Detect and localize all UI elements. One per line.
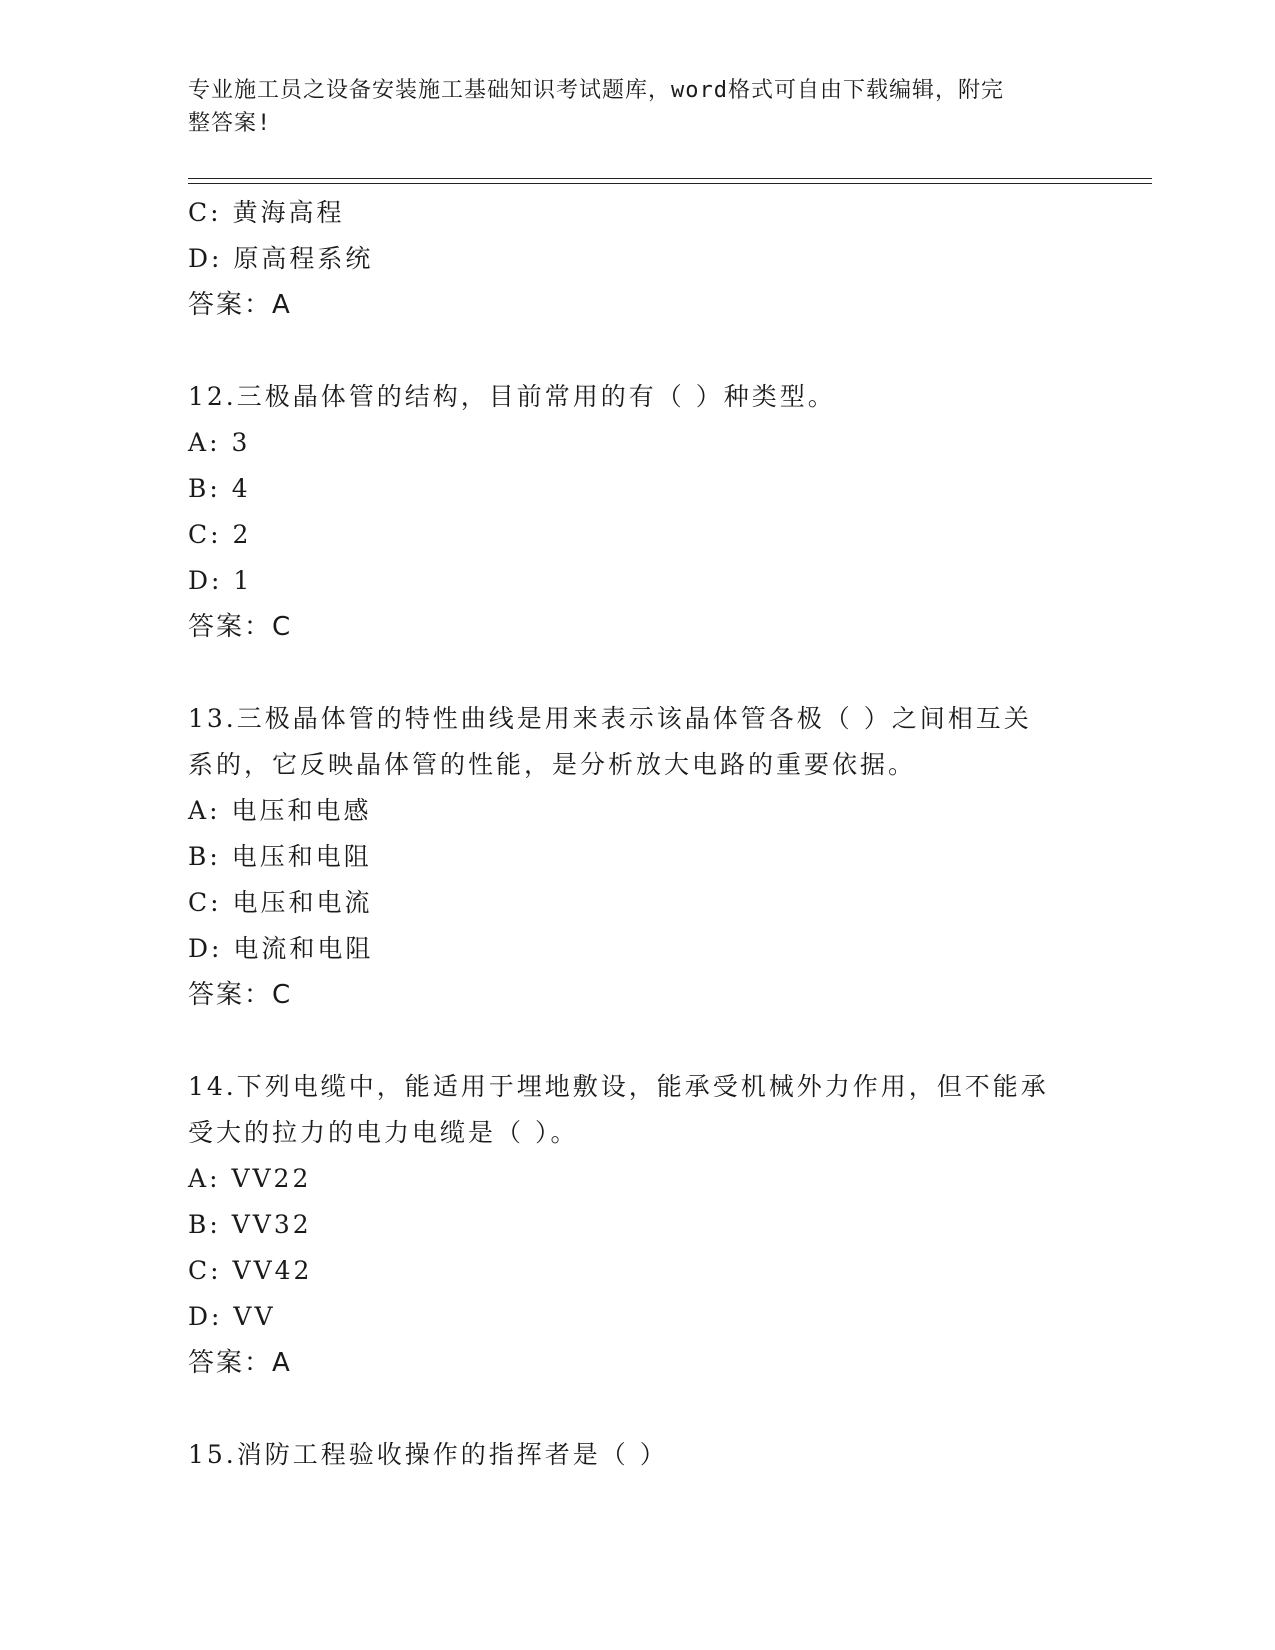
header-rule-bottom [188, 183, 1152, 184]
question-12-text: 12.三极晶体管的结构，目前常用的有（ ）种类型。 [188, 382, 836, 411]
option-d: D: 原高程系统 [188, 244, 374, 273]
question-15-text: 15.消防工程验收操作的指挥者是（ ） [188, 1440, 668, 1469]
option-a: A: 3 [188, 428, 251, 457]
header-line-2: 整答案! [188, 111, 272, 136]
option-c: C: 黄海高程 [188, 198, 345, 227]
answer-line: 答案：A [188, 290, 292, 320]
document-header [188, 74, 1088, 140]
header-line-1: 专业施工员之设备安装施工基础知识考试题库，word格式可自由下载编辑，附完 [188, 78, 1004, 103]
question-14-text: 14.下列电缆中，能适用于埋地敷设，能承受机械外力作用，但不能承 [188, 1072, 1049, 1101]
question-list [188, 190, 1108, 1478]
question-14-text-cont: 受大的拉力的电力电缆是（ ）。 [188, 1118, 579, 1147]
question-13-text-cont: 系的，它反映晶体管的性能，是分析放大电路的重要依据。 [188, 750, 917, 779]
option-b: B: VV32 [188, 1210, 312, 1239]
question-13-text: 13.三极晶体管的特性曲线是用来表示该晶体管各极（ ）之间相互关 [188, 704, 1032, 733]
option-a: A: 电压和电感 [188, 796, 372, 825]
answer-line: 答案：C [188, 980, 293, 1010]
answer-line: 答案：A [188, 1348, 292, 1378]
option-d: D: VV [188, 1302, 276, 1331]
option-b: B: 电压和电阻 [188, 842, 372, 871]
option-b: B: 4 [188, 474, 251, 503]
option-d: D: 电流和电阻 [188, 934, 374, 963]
option-c: C: VV42 [188, 1256, 313, 1285]
option-c: C: 2 [188, 520, 252, 549]
option-a: A: VV22 [188, 1164, 312, 1193]
answer-line: 答案：C [188, 612, 293, 642]
option-d: D: 1 [188, 566, 253, 595]
header-rule-top [188, 178, 1152, 179]
option-c: C: 电压和电流 [188, 888, 373, 917]
